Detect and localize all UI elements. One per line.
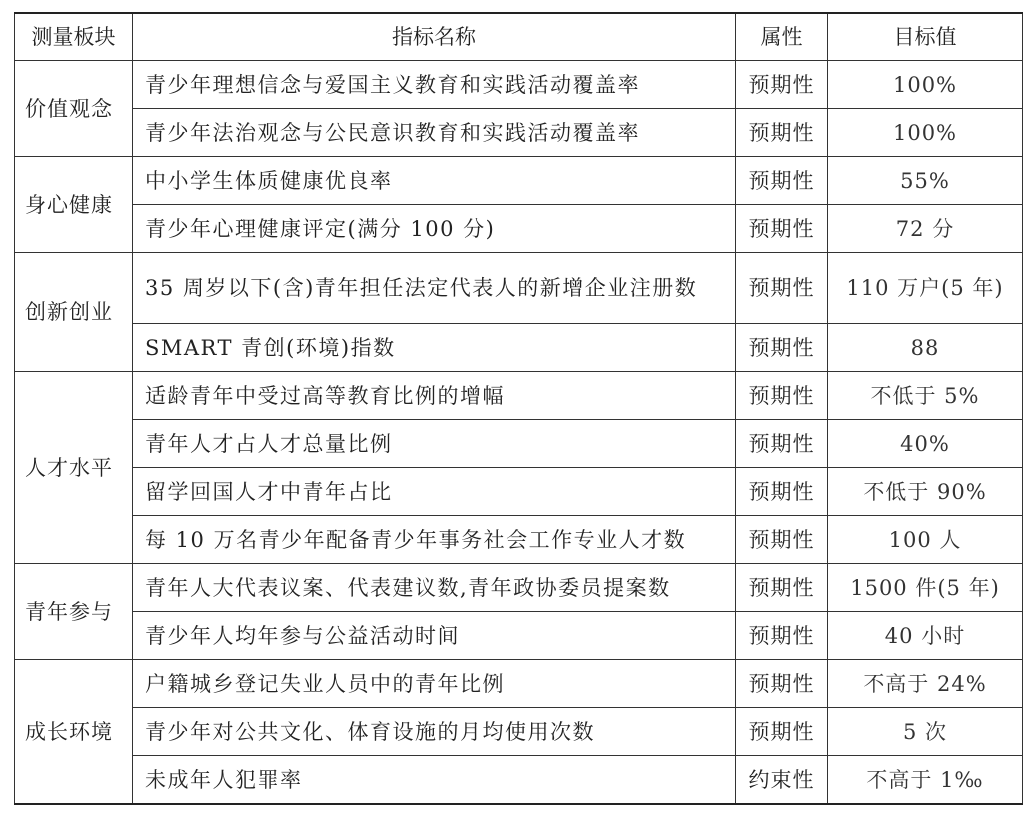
table-row [15, 253, 1023, 324]
table-row [15, 324, 1023, 372]
indicator-attribute: 预期性 [736, 157, 828, 205]
indicator-attribute: 预期性 [736, 109, 828, 157]
table-header [15, 13, 1023, 61]
indicator-target: 不低于 90% [828, 468, 1023, 516]
indicator-table [14, 12, 1023, 805]
indicator-target: 100% [828, 61, 1023, 109]
table-row [15, 372, 1023, 420]
section-value-concepts [15, 61, 1023, 157]
indicator-name: 中小学生体质健康优良率 [133, 157, 736, 205]
section-youth-participation [15, 564, 1023, 660]
indicator-attribute: 预期性 [736, 564, 828, 612]
indicator-attribute: 预期性 [736, 516, 828, 564]
header-section: 测量板块 [15, 13, 133, 61]
indicator-attribute: 预期性 [736, 372, 828, 420]
section-talent-level [15, 372, 1023, 564]
table-row [15, 109, 1023, 157]
header-indicator-name: 指标名称 [133, 13, 736, 61]
indicator-name: 适龄青年中受过高等教育比例的增幅 [133, 372, 736, 420]
indicator-target: 不低于 5% [828, 372, 1023, 420]
table-row [15, 157, 1023, 205]
indicator-name: 每 10 万名青少年配备青少年事务社会工作专业人才数 [133, 516, 736, 564]
indicator-attribute: 预期性 [736, 253, 828, 324]
indicator-target: 40% [828, 420, 1023, 468]
table-row [15, 61, 1023, 109]
indicator-attribute: 预期性 [736, 612, 828, 660]
section-label: 身心健康 [15, 157, 133, 253]
indicator-target: 88 [828, 324, 1023, 372]
table-row [15, 756, 1023, 805]
header-row [15, 13, 1023, 61]
table-row [15, 420, 1023, 468]
indicator-name: 户籍城乡登记失业人员中的青年比例 [133, 660, 736, 708]
section-label: 价值观念 [15, 61, 133, 157]
indicator-table-container [14, 12, 1023, 805]
indicator-attribute: 约束性 [736, 756, 828, 805]
table-row [15, 660, 1023, 708]
indicator-target: 不高于 1‰ [828, 756, 1023, 805]
indicator-attribute: 预期性 [736, 708, 828, 756]
section-label: 人才水平 [15, 372, 133, 564]
indicator-name: 青少年法治观念与公民意识教育和实践活动覆盖率 [133, 109, 736, 157]
indicator-name: SMART 青创(环境)指数 [133, 324, 736, 372]
table-row [15, 708, 1023, 756]
indicator-name: 青年人才占人才总量比例 [133, 420, 736, 468]
indicator-name: 青少年心理健康评定(满分 100 分) [133, 205, 736, 253]
indicator-target: 55% [828, 157, 1023, 205]
table-row [15, 612, 1023, 660]
indicator-target: 110 万户(5 年) [828, 253, 1023, 324]
indicator-attribute: 预期性 [736, 61, 828, 109]
header-attribute: 属性 [736, 13, 828, 61]
indicator-name: 青年人大代表议案、代表建议数,青年政协委员提案数 [133, 564, 736, 612]
section-label: 创新创业 [15, 253, 133, 372]
indicator-target: 100% [828, 109, 1023, 157]
section-innovation-entrepreneurship [15, 253, 1023, 372]
indicator-attribute: 预期性 [736, 468, 828, 516]
indicator-target: 1500 件(5 年) [828, 564, 1023, 612]
table-row [15, 205, 1023, 253]
indicator-target: 不高于 24% [828, 660, 1023, 708]
section-growth-environment [15, 660, 1023, 805]
indicator-target: 100 人 [828, 516, 1023, 564]
indicator-attribute: 预期性 [736, 420, 828, 468]
indicator-attribute: 预期性 [736, 324, 828, 372]
table-row [15, 516, 1023, 564]
indicator-name: 青少年理想信念与爱国主义教育和实践活动覆盖率 [133, 61, 736, 109]
section-label: 成长环境 [15, 660, 133, 805]
indicator-attribute: 预期性 [736, 660, 828, 708]
indicator-target: 72 分 [828, 205, 1023, 253]
table-row [15, 564, 1023, 612]
indicator-name: 青少年对公共文化、体育设施的月均使用次数 [133, 708, 736, 756]
section-label: 青年参与 [15, 564, 133, 660]
indicator-attribute: 预期性 [736, 205, 828, 253]
indicator-name: 35 周岁以下(含)青年担任法定代表人的新增企业注册数 [133, 253, 736, 324]
indicator-target: 5 次 [828, 708, 1023, 756]
section-physical-mental-health [15, 157, 1023, 253]
indicator-name: 青少年人均年参与公益活动时间 [133, 612, 736, 660]
indicator-target: 40 小时 [828, 612, 1023, 660]
indicator-name: 未成年人犯罪率 [133, 756, 736, 805]
indicator-name: 留学回国人才中青年占比 [133, 468, 736, 516]
header-target-value: 目标值 [828, 13, 1023, 61]
table-row [15, 468, 1023, 516]
